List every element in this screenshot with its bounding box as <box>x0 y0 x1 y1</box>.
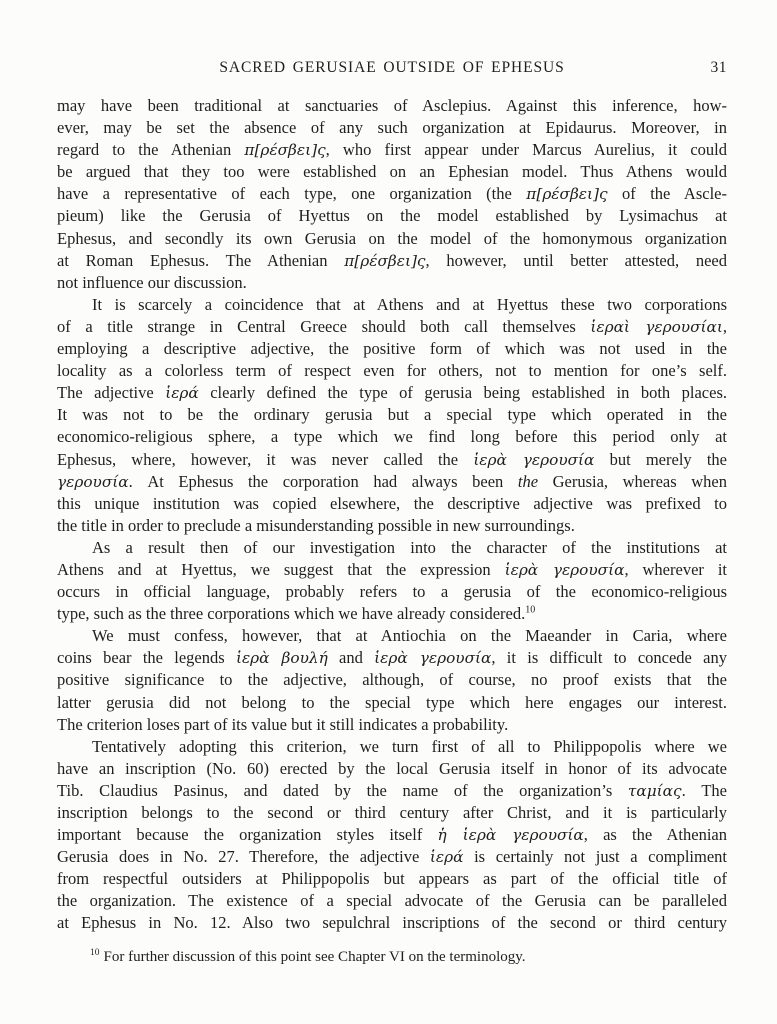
text-segment: Athens and at Hyettus, we suggest that the expression <box>57 559 505 579</box>
text-segment: the title in order to preclude a misunderstanding possible in new surroundings. <box>57 515 575 535</box>
text-segment: ever, may be set the absence of any such organization at Epidaurus. Moreover, in <box>57 118 727 138</box>
page-header <box>57 59 727 77</box>
text-line <box>57 647 727 669</box>
text-segment: , who first appear under Marcus Aurelius, it could <box>325 140 727 160</box>
text-block <box>57 95 727 935</box>
text-segment: the organization. The existence of a special advocate of the Gerusia can be paralleled <box>57 891 727 911</box>
text-segment: and <box>327 648 375 668</box>
text-segment: We must confess, however, that at Antiochia on the Maeander in Caria, where <box>92 626 727 646</box>
text-line <box>57 139 727 161</box>
text-line <box>57 824 727 846</box>
greek-phrase: ἱερὰ βουλή <box>235 649 328 668</box>
text-segment: have a representative of each type, one organization (the <box>57 184 527 204</box>
running-head-title: SACRED GERUSIAE OUTSIDE OF EPHESUS <box>219 59 565 76</box>
text-segment: is certainly not just a compliment <box>463 847 727 867</box>
text-segment: regard to the Athenian <box>57 140 245 160</box>
greek-phrase: ἡ ἱερὰ γερουσία <box>437 826 584 845</box>
text-line <box>57 360 727 382</box>
text-line <box>57 537 727 559</box>
text-line <box>57 736 727 758</box>
text-segment: at Ephesus in No. 12. Also two sepulchral inscriptions of the second or third century <box>57 913 727 933</box>
text-segment: economico-religious sphere, a type which we find long before this period only at <box>57 427 727 447</box>
text-segment: clearly defined the type of gerusia being established in both places. <box>198 383 728 403</box>
greek-phrase: ἱερὰ γερουσία <box>473 450 595 469</box>
text-segment: occurs in official language, probably refers to a gerusia of the economico-religious <box>57 582 727 602</box>
text-segment: inscription belongs to the second or third century after Christ, and it is particularly <box>57 803 727 822</box>
text-segment: locality as a colorless term of respect even for others, not to mention for one’s self. <box>57 361 727 381</box>
text-segment: Ephesus, and secondly its own Gerusia on the model of the homonymous organization <box>57 228 727 248</box>
text-segment: of a title strange in Central Greece should both call themselves <box>57 316 591 336</box>
text-segment: The criterion loses part of its value but it still indicates a probability. <box>57 714 509 734</box>
text-line <box>57 515 727 537</box>
text-segment: Ephesus, where, however, it was never called the <box>57 449 474 469</box>
greek-phrase: π[ρέσβει]ς <box>526 185 608 204</box>
text-segment: the <box>517 471 539 491</box>
text-line <box>57 890 727 912</box>
text-line <box>57 912 727 934</box>
text-segment: , wherever it <box>624 559 728 579</box>
greek-phrase: ἱερὰ γερουσία <box>374 649 492 668</box>
footnote <box>57 948 727 967</box>
text-segment: As a result then of our investigation into the character of the institutions at <box>92 537 727 557</box>
greek-phrase: ἱεραὶ γερουσίαι <box>590 317 723 336</box>
text-line <box>57 471 727 493</box>
text-segment: , <box>722 316 728 336</box>
text-line <box>57 382 727 404</box>
text-line <box>57 426 727 448</box>
text-segment: be argued that they too were established on an Ephesian model. Thus Athens would <box>57 162 727 182</box>
text-line <box>57 95 727 117</box>
text-line <box>57 183 727 205</box>
text-line <box>57 692 727 714</box>
text-segment: Tib. Claudius Pasinus, and dated by the name of the organization’s <box>57 780 628 800</box>
text-line <box>57 316 727 338</box>
text-line <box>57 846 727 868</box>
text-line <box>57 117 727 139</box>
text-line <box>57 603 727 625</box>
text-segment: Gerusia, whereas when <box>538 471 727 491</box>
text-line <box>57 161 727 183</box>
text-line <box>57 205 727 227</box>
text-line <box>57 272 727 294</box>
text-line <box>57 338 727 360</box>
text-segment: not influence our discussion. <box>57 272 247 292</box>
text-line <box>57 868 727 890</box>
text-segment: but merely the <box>594 449 727 469</box>
text-line <box>57 404 727 426</box>
text-line <box>57 802 727 824</box>
text-line <box>57 228 727 250</box>
greek-phrase: π[ρέσβει]ς <box>244 141 326 160</box>
greek-phrase: ἱερά <box>165 384 199 403</box>
text-segment: pieum) like the Gerusia of Hyettus on the model established by Lysimachus at <box>57 206 727 226</box>
text-segment: , as the Athenian <box>583 825 727 845</box>
paragraph <box>57 736 727 935</box>
text-line <box>57 669 727 691</box>
greek-phrase: π[ρέσβει]ς <box>344 251 426 270</box>
text-line <box>57 758 727 780</box>
text-segment: It is scarcely a coincidence that at Athens and at Hyettus these two corporations <box>92 294 727 314</box>
text-line <box>57 780 727 802</box>
text-segment: The adjective <box>57 383 166 403</box>
text-segment: employing a descriptive adjective, the positive form of which was not used in the <box>57 339 727 359</box>
text-segment: from respectful outsiders at Philippopolis but appears as part of the official title of <box>57 869 727 889</box>
footnote-marker: 10 <box>90 948 100 958</box>
text-segment: , however, until better attested, need <box>425 250 727 270</box>
text-line <box>57 714 727 736</box>
greek-phrase: γερουσία <box>57 472 129 491</box>
text-segment: may have been traditional at sanctuaries of Asclepius. Against this inference, how- <box>57 96 727 115</box>
text-line <box>57 493 727 515</box>
paragraph <box>57 625 727 735</box>
paragraph <box>57 537 727 625</box>
paragraph <box>57 95 727 294</box>
text-segment: type, such as the three corporations which we have already considered. <box>57 604 526 624</box>
text-segment: positive significance to the adjective, although, of course, no proof exists that the <box>57 670 727 690</box>
text-segment: coins bear the legends <box>57 648 236 668</box>
text-segment: , it is difficult to concede any <box>491 648 727 668</box>
text-line <box>57 250 727 272</box>
text-segment: Tentatively adopting this criterion, we turn first of all to Philippopolis where we <box>92 736 727 756</box>
greek-phrase: ἱερά <box>429 848 464 867</box>
page-number: 31 <box>710 59 727 76</box>
text-line <box>57 625 727 647</box>
footnote-reference: 10 <box>525 604 536 616</box>
text-line <box>57 559 727 581</box>
greek-phrase: ἱερὰ γερουσία <box>504 560 625 579</box>
text-segment: latter gerusia did not belong to the special type which here engages our interest. <box>57 692 727 712</box>
text-line <box>57 449 727 471</box>
text-segment: of the Ascle- <box>607 184 727 204</box>
footnote-text: For further discussion of this point see Chapter VI on the terminology. <box>103 949 526 965</box>
text-segment: Gerusia does in No. 27. Therefore, the adjective <box>57 847 430 867</box>
greek-phrase: ταμίας <box>627 781 682 800</box>
text-line <box>57 294 727 316</box>
text-segment: have an inscription (No. 60) erected by the local Gerusia itself in honor of its advocate <box>57 758 727 778</box>
text-segment: important because the organization styles itself <box>57 825 438 845</box>
text-segment: It was not to be the ordinary gerusia but a special type which operated in the <box>57 405 727 425</box>
text-line <box>57 581 727 603</box>
text-segment: . At Ephesus the corporation had always been <box>128 471 518 491</box>
text-segment: at Roman Ephesus. The Athenian <box>57 250 345 270</box>
paragraph <box>57 294 727 537</box>
text-segment: . The <box>681 780 727 800</box>
text-segment: this unique institution was copied elsewhere, the descriptive adjective was prefixed to <box>57 493 727 513</box>
